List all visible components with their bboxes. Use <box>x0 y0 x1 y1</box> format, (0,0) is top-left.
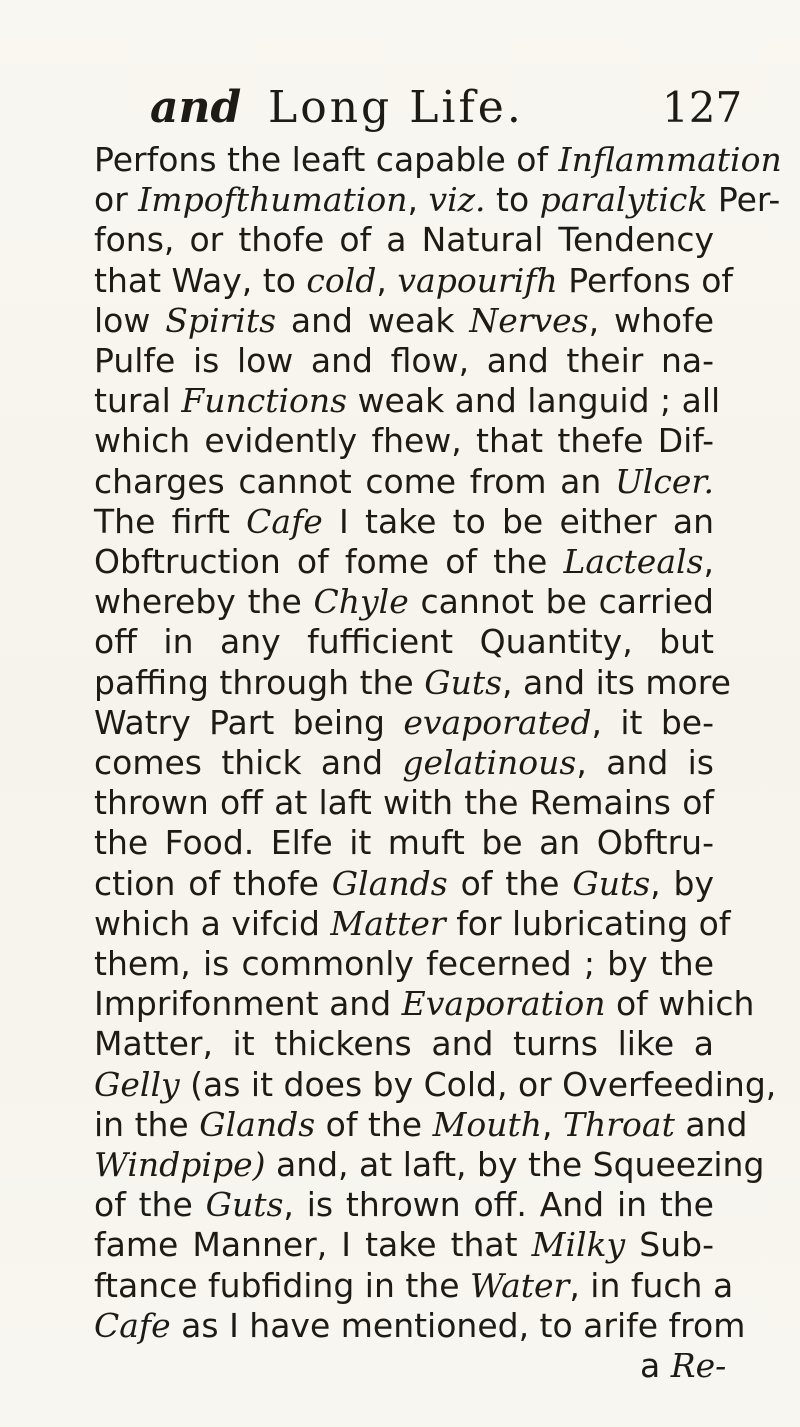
italic-text: Mouth <box>432 1105 543 1144</box>
text-run: and, at laft, by the Squeezing <box>265 1145 765 1184</box>
text-run: and <box>674 1105 748 1144</box>
italic-text: Cafe <box>246 502 323 541</box>
text-run: fame Manner, I take that <box>94 1225 532 1264</box>
text-run: The firft <box>94 502 247 541</box>
text-run: Pulfe is low and flow, and their na- <box>94 341 714 380</box>
italic-text: gelatinous <box>402 743 577 782</box>
text-run: and weak <box>276 301 470 340</box>
text-run: the Food. Elfe it muft be an Obftru- <box>94 823 714 862</box>
text-run: of the <box>315 1105 433 1144</box>
italic-text: Impofthumation <box>138 180 408 219</box>
text-run: Sub- <box>625 1225 714 1264</box>
italic-text: Inflammation <box>558 140 782 179</box>
italic-text: Glands <box>331 864 448 903</box>
italic-text: Gelly <box>94 1065 180 1104</box>
italic-text: Re- <box>670 1346 727 1385</box>
text-run: Obftruction of fome of the <box>94 542 564 581</box>
text-run: ction of thofe <box>94 864 332 903</box>
italic-text: Chyle <box>313 582 409 621</box>
text-run: Perfons of <box>557 261 734 300</box>
running-title: Long Life. <box>268 82 524 133</box>
italic-text: vapourifh <box>397 261 558 300</box>
text-run: , <box>703 542 714 581</box>
page-number: 127 <box>662 83 743 132</box>
text-run: , <box>542 1105 563 1144</box>
italic-text: Throat <box>563 1105 675 1144</box>
text-run: Matter, it thickens and turns like a <box>94 1024 714 1063</box>
text-run: , by <box>650 864 714 903</box>
italic-text: Milky <box>531 1225 626 1264</box>
text-run: Imprifonment and <box>94 984 402 1023</box>
italic-text: Windpipe) <box>94 1145 266 1184</box>
text-run: thrown off at laft with the Remains of <box>94 783 714 822</box>
text-run: fons, or thofe of a Natural Tendency <box>94 220 714 259</box>
text-run: which a vifcid <box>94 904 331 943</box>
text-run: tural <box>94 381 182 420</box>
text-run: which evidently fhew, that thefe Dif- <box>94 421 714 460</box>
italic-text: Functions <box>181 381 348 420</box>
italic-text: Water <box>470 1266 570 1305</box>
italic-text: Guts <box>205 1185 284 1224</box>
text-run: off in any fufficient Quantity, but <box>94 622 714 661</box>
text-run: or <box>94 180 139 219</box>
text-run: charges cannot come from an <box>94 462 615 501</box>
text-run: , in fuch a <box>569 1266 734 1305</box>
italic-text: Lacteals <box>563 542 704 581</box>
text-run: , and its more <box>502 663 731 702</box>
text-line <box>94 1302 746 1350</box>
running-header <box>150 78 743 138</box>
italic-text: Matter <box>330 904 446 943</box>
catchword <box>640 1342 727 1390</box>
header-italic-word: and <box>150 82 242 133</box>
italic-text: Nerves <box>469 301 589 340</box>
text-run: to <box>485 180 540 219</box>
text-run: for lubricating of <box>445 904 731 943</box>
text-run: , <box>376 261 398 300</box>
text-run: cannot be carried <box>408 582 714 621</box>
text-run: as I have mentioned, to arife from <box>170 1306 746 1345</box>
text-run: low <box>94 301 166 340</box>
italic-text: Guts <box>572 864 651 903</box>
text-run: , it be- <box>591 703 714 742</box>
text-run: paffing through the <box>94 663 425 702</box>
text-run: that Way, to <box>94 261 307 300</box>
text-run: ftance fubfiding in the <box>94 1266 471 1305</box>
italic-text: Ulcer. <box>614 462 714 501</box>
text-run: of the <box>447 864 573 903</box>
italic-text: Glands <box>199 1105 316 1144</box>
text-run: a <box>640 1346 671 1385</box>
text-run: (as it does by Cold, or Overfeeding, <box>179 1065 777 1104</box>
text-run: Per- <box>707 180 781 219</box>
text-run: comes thick and <box>94 743 403 782</box>
italic-text: Guts <box>424 663 503 702</box>
italic-text: Cafe <box>94 1306 171 1345</box>
italic-text: paralytick <box>539 180 708 219</box>
text-run: Perfons the leaft capable of <box>94 140 559 179</box>
text-run: them, is commonly fecerned ; by the <box>94 944 714 983</box>
italic-text: Evaporation <box>401 984 606 1023</box>
italic-text: evaporated <box>403 703 592 742</box>
italic-text: cold <box>306 261 377 300</box>
text-run: , and is <box>576 743 714 782</box>
text-run: of the <box>94 1185 206 1224</box>
text-run: , is thrown off. And in the <box>283 1185 714 1224</box>
text-run: whereby the <box>94 582 314 621</box>
text-run: weak and languid ; all <box>347 381 721 420</box>
text-run: , whofe <box>588 301 714 340</box>
italic-text: viz. <box>428 180 486 219</box>
italic-text: Spirits <box>165 301 277 340</box>
text-run: in the <box>94 1105 200 1144</box>
text-run: I take to be either an <box>322 502 715 541</box>
text-run: Watry Part being <box>94 703 404 742</box>
text-run: of which <box>605 984 755 1023</box>
text-run: , <box>407 180 429 219</box>
